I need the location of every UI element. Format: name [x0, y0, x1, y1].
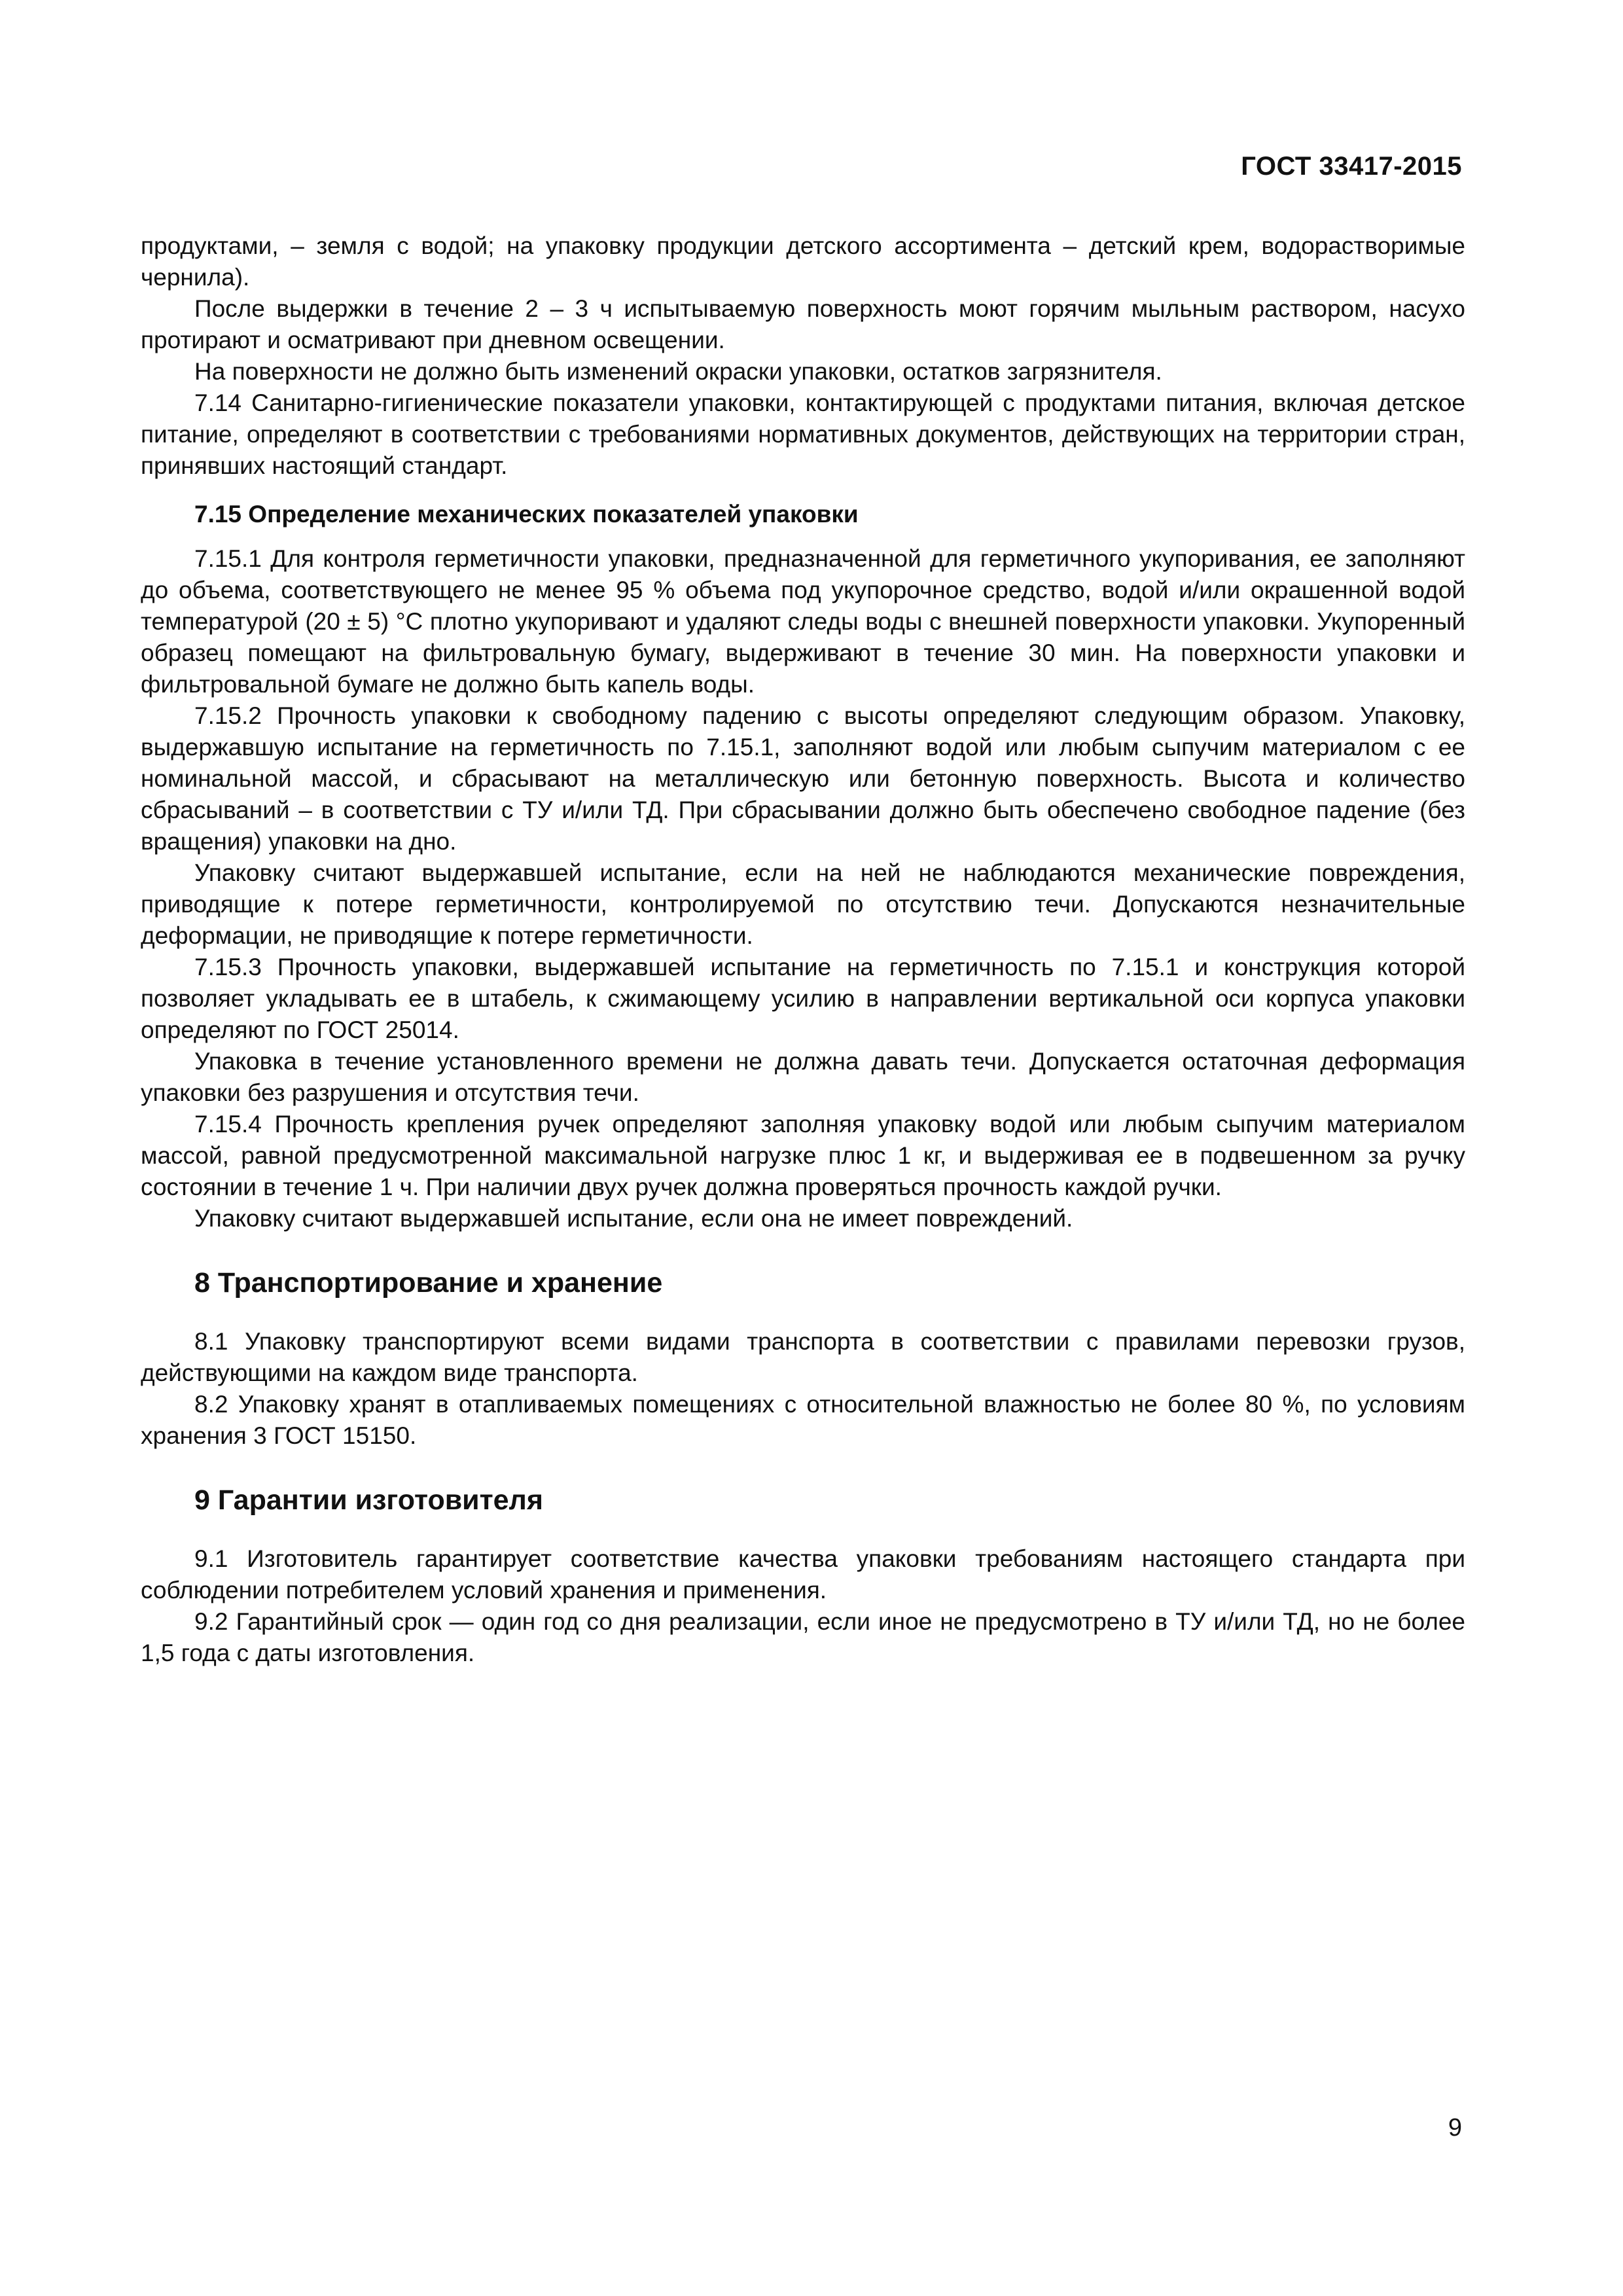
paragraph-7-14: 7.14 Санитарно-гигиенические показатели упаковки, контактирующей с продуктами питания, включая детское питание, определяют в соответствии с требованиями нормативных документов, действующих на территории стран, принявших настоящий стандарт. [141, 389, 1465, 479]
section-heading-9: 9 Гарантии изготовителя [194, 1484, 543, 1516]
section-heading-8: 8 Транспортирование и хранение [194, 1267, 663, 1299]
paragraph-7-15-2: 7.15.2 Прочность упаковки к свободному падению с высоты определяют следующим образом. Упаковку, выдержавшую испытание на герметичность по 7.15.1, заполняют водой или любым сыпучим материалом с ее номинальной массой, и сбрасывают на металлическую или бетонную поверхность. Высота и количество сбрасываний – в соответствии с ТУ и/или ТД. При сбрасывании должно быть обеспечено свободное падение (без вращения) упаковки на дно. [141, 702, 1465, 855]
paragraph-7-15-3-result: Упаковка в течение установленного времени не должна давать течи. Допускается остаточная деформация упаковки без разрушения и отсутствия течи. [141, 1048, 1465, 1106]
paragraph-washing: После выдержки в течение 2 – 3 ч испытываемую поверхность моют горячим мыльным раствором, насухо протирают и осматривают при дневном освещении. [141, 295, 1465, 353]
page-number: 9 [1448, 2114, 1462, 2142]
paragraph-surface-requirement: На поверхности не должно быть изменений окраски упаковки, остатков загрязнителя. [194, 358, 1162, 385]
subsection-heading-7-15: 7.15 Определение механических показателей упаковки [194, 501, 859, 528]
document-code-header: ГОСТ 33417-2015 [1241, 152, 1462, 181]
paragraph-7-15-2-result: Упаковку считают выдержавшей испытание, если на ней не наблюдаются механические повреждения, приводящие к потере герметичности, контролируемой по отсутствию течи. Допускаются незначительные деформации, не приводящие к потере герметичности. [141, 859, 1465, 949]
paragraph-9-1: 9.1 Изготовитель гарантирует соответствие качества упаковки требованиям настоящего стандарта при соблюдении потребителем условий хранения и применения. [141, 1545, 1465, 1604]
paragraph-7-15-3: 7.15.3 Прочность упаковки, выдержавшей испытание на герметичность по 7.15.1 и конструкция которой позволяет укладывать ее в штабель, к сжимающему усилию в направлении вертикальной оси корпуса упаковки определяют по ГОСТ 25014. [141, 954, 1465, 1043]
paragraph-9-2: 9.2 Гарантийный срок — один год со дня реализации, если иное не предусмотрено в ТУ и/или ТД, но не более 1,5 года с даты изготовления. [141, 1608, 1465, 1666]
paragraph-7-15-4: 7.15.4 Прочность крепления ручек определяют заполняя упаковку водой или любым сыпучим материалом массой, равной предусмотренной максимальной нагрузке плюс 1 кг, и выдерживая ее в подвешенном за ручку состоянии в течение 1 ч. При наличии двух ручек должна проверяться прочность каждой ручки. [141, 1111, 1465, 1200]
document-body [141, 230, 1465, 1669]
paragraph-8-2: 8.2 Упаковку хранят в отапливаемых помещениях с относительной влажностью не более 80 %, по условиям хранения 3 ГОСТ 15150. [141, 1391, 1465, 1449]
paragraph-7-15-1: 7.15.1 Для контроля герметичности упаковки, предназначенной для герметичного укупоривания, ее заполняют до объема, соответствующего не менее 95 % объема под укупорочное средство, водой и/или окрашенной водой температурой (20 ± 5) °С плотно укупоривают и удаляют следы воды с внешней поверхности упаковки. Укупоренный образец помещают на фильтровальную бумагу, выдерживают в течение 30 мин. На поверхности упаковки и фильтровальной бумаге не должно быть капель воды. [141, 545, 1465, 698]
paragraph-continuation: продуктами, – земля с водой; на упаковку продукции детского ассортимента – детский крем, водорастворимые чернила). [141, 232, 1465, 291]
paragraph-8-1: 8.1 Упаковку транспортируют всеми видами транспорта в соответствии с правилами перевозки грузов, действующими на каждом виде транспорта. [141, 1328, 1465, 1386]
paragraph-7-15-4-result: Упаковку считают выдержавшей испытание, если она не имеет повреждений. [194, 1205, 1073, 1232]
